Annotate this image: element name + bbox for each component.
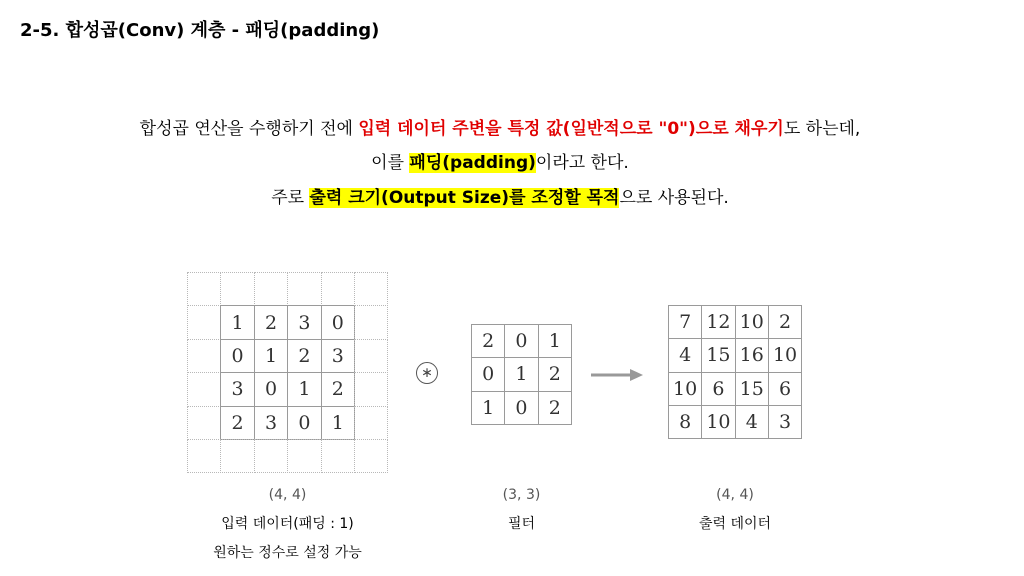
output-cell: 2: [768, 305, 802, 339]
input-cell: 3: [254, 406, 288, 440]
line2-text-pre: 이를: [371, 153, 410, 173]
input-cell: 2: [254, 305, 288, 339]
paragraph-line-2: [0, 148, 1000, 173]
output-cell: 10: [735, 305, 769, 339]
input-padding-cell: [354, 372, 388, 406]
input-cell: 0: [220, 339, 254, 373]
output-label: 출력 데이터: [698, 516, 772, 532]
line1-text-post: 도 하는데,: [783, 119, 861, 139]
input-cell: 2: [220, 406, 254, 440]
output-cell: 8: [668, 405, 702, 439]
input-padding-cell: [354, 305, 388, 339]
convolution-icon: ∗: [416, 362, 438, 384]
input-cell: 1: [287, 372, 321, 406]
filter-cell: 1: [471, 391, 505, 425]
input-padding-cell: [321, 439, 355, 473]
line3-text-pre: 주로: [271, 188, 310, 208]
output-cell: 10: [768, 338, 802, 372]
line3-text-post: 으로 사용된다.: [619, 188, 729, 208]
input-padding-cell: [354, 339, 388, 373]
input-padding-cell: [187, 339, 221, 373]
output-cell: 4: [668, 338, 702, 372]
paragraph-line-3: [0, 183, 1000, 208]
input-padding-cell: [187, 305, 221, 339]
input-shape: (4, 4): [268, 487, 307, 503]
filter-cell: 2: [471, 324, 505, 358]
input-padding-cell: [354, 439, 388, 473]
input-matrix: [187, 272, 388, 473]
output-cell: 10: [701, 405, 735, 439]
filter-cell: 0: [471, 357, 505, 391]
input-cell: 0: [254, 372, 288, 406]
output-cell: 15: [701, 338, 735, 372]
output-cell: 7: [668, 305, 702, 339]
input-cell: 3: [287, 305, 321, 339]
input-padding-cell: [220, 272, 254, 306]
filter-cell: 1: [538, 324, 572, 358]
input-cell: 1: [321, 406, 355, 440]
input-padding-cell: [187, 439, 221, 473]
input-note: 원하는 정수로 설정 가능: [213, 545, 362, 561]
input-padding-cell: [254, 272, 288, 306]
output-cell: 12: [701, 305, 735, 339]
output-cell: 15: [735, 372, 769, 406]
output-cell: 10: [668, 372, 702, 406]
filter-cell: 0: [504, 391, 538, 425]
line2-text-post: 이라고 한다.: [535, 153, 629, 173]
arrow-right-icon: [590, 368, 644, 382]
input-padding-cell: [354, 272, 388, 306]
input-cell: 0: [287, 406, 321, 440]
input-padding-cell: [254, 439, 288, 473]
filter-cell: 0: [504, 324, 538, 358]
input-cell: 1: [254, 339, 288, 373]
input-cell: 3: [321, 339, 355, 373]
filter-cell: 1: [504, 357, 538, 391]
input-label: 입력 데이터(패딩 : 1): [221, 516, 354, 532]
output-cell: 4: [735, 405, 769, 439]
input-cell: 0: [321, 305, 355, 339]
input-padding-cell: [187, 372, 221, 406]
line3-highlight: 출력 크기(Output Size)를 조정할 목적: [309, 188, 620, 208]
input-cell: 3: [220, 372, 254, 406]
line2-highlight: 패딩(padding): [409, 153, 536, 173]
input-padding-cell: [187, 406, 221, 440]
input-padding-cell: [321, 272, 355, 306]
input-padding-cell: [354, 406, 388, 440]
filter-label: 필터: [507, 516, 536, 532]
input-cell: 2: [287, 339, 321, 373]
input-padding-cell: [187, 272, 221, 306]
paragraph-line-1: [0, 114, 1000, 139]
page-title: 2-5. 합성곱(Conv) 계층 - 패딩(padding): [20, 20, 380, 41]
output-cell: 3: [768, 405, 802, 439]
filter-matrix: [471, 324, 572, 425]
output-cell: 6: [701, 372, 735, 406]
output-cell: 6: [768, 372, 802, 406]
filter-cell: 2: [538, 391, 572, 425]
output-matrix: [668, 305, 802, 439]
line1-emphasis: 입력 데이터 주변을 특정 값(일반적으로 "0")으로 채우기: [358, 119, 784, 139]
line1-text-pre: 합성곱 연산을 수행하기 전에: [139, 119, 359, 139]
filter-shape: (3, 3): [502, 487, 541, 503]
output-cell: 16: [735, 338, 769, 372]
output-shape: (4, 4): [716, 487, 754, 503]
input-padding-cell: [220, 439, 254, 473]
filter-cell: 2: [538, 357, 572, 391]
input-padding-cell: [287, 272, 321, 306]
input-padding-cell: [287, 439, 321, 473]
input-cell: 1: [220, 305, 254, 339]
input-cell: 2: [321, 372, 355, 406]
